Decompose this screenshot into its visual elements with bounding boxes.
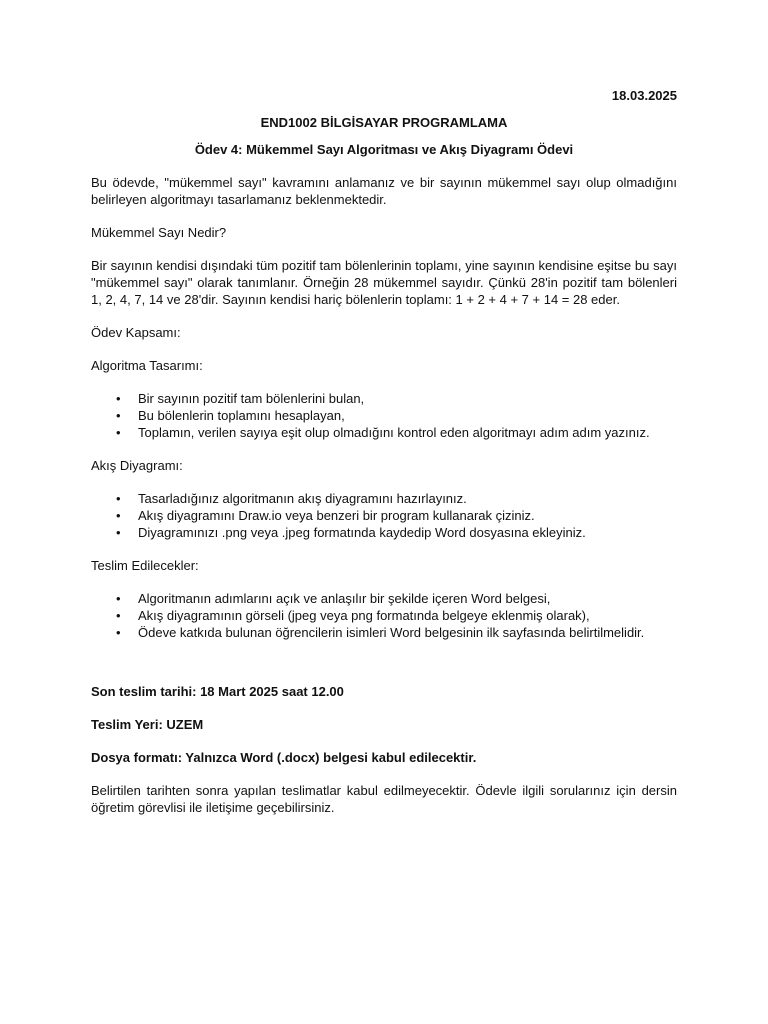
bullet-icon: • [116,625,121,640]
deadline-line: Son teslim tarihi: 18 Mart 2025 saat 12.00 [91,684,344,699]
definition-heading: Mükemmel Sayı Nedir? [91,225,227,240]
definition-paragraph: Bir sayının kendisi dışındaki tüm pozitif tam bölenlerinin toplamı, yine sayının kendisine eşitse bu sayı "mükemmel sayı" olarak tanımlanır. Örneğin 28 mükemmel sayıdır. Çünkü 28'in pozitif tam bölenleri 1, 2, 4, 7, 14 ve 28'dir. Sayının kendisi hariç bölenlerin toplamı: 1 + 2 + 4 + 7 + 14 = 28 eder. [91,258,677,307]
list-item-text: Tasarladığınız algoritmanın akış diyagramını hazırlayınız. [138,491,467,506]
submission-location: Teslim Yeri: UZEM [91,717,204,732]
spacer [91,657,677,683]
list-item [116,524,677,541]
course-title: END1002 BİLGİSAYAR PROGRAMLAMA [260,115,508,130]
list-item [116,424,677,441]
bullet-icon: • [116,391,121,406]
list-item-text: Akış diyagramını Draw.io veya benzeri bir program kullanarak çiziniz. [138,508,535,523]
bullet-icon: • [116,608,121,623]
bullet-icon: • [116,425,121,440]
list-item [116,590,677,607]
list-item-text: Bir sayının pozitif tam bölenlerini bulan, [138,391,365,406]
list-item [116,507,677,524]
list-item-text: Diyagramınızı .png veya .jpeg formatında kaydedip Word dosyasına ekleyiniz. [138,525,586,540]
document-date: 18.03.2025 [611,88,677,103]
list-item [116,407,677,424]
deliverables-heading: Teslim Edilecekler: [91,558,199,573]
list-item [116,607,677,624]
list-item [116,390,677,407]
list-item-text: Toplamın, verilen sayıya eşit olup olmadığını kontrol eden algoritmayı adım adım yazınız. [138,425,650,440]
list-item-text: Algoritmanın adımlarını açık ve anlaşılır bir şekilde içeren Word belgesi, [138,591,551,606]
bullet-icon: • [116,591,121,606]
list-item-text: Bu bölenlerin toplamını hesaplayan, [138,408,345,423]
file-format-line: Dosya formatı: Yalnızca Word (.docx) belgesi kabul edilecektir. [91,750,477,765]
assignment-title: Ödev 4: Mükemmel Sayı Algoritması ve Akış Diyagramı Ödevi [194,142,574,157]
flowchart-list [91,490,677,541]
intro-paragraph: Bu ödevde, "mükemmel sayı" kavramını anlamanız ve bir sayının mükemmel sayı olup olmadığını belirleyen algoritmayı tasarlamanız beklenmektedir. [91,175,677,207]
flowchart-heading: Akış Diyagramı: [91,458,183,473]
bullet-icon: • [116,408,121,423]
algorithm-list [91,390,677,441]
list-item-text: Ödeve katkıda bulunan öğrencilerin isimleri Word belgesinin ilk sayfasında belirtilmelidir. [138,625,645,640]
list-item-text: Akış diyagramının görseli (jpeg veya png formatında belgeye eklenmiş olarak), [138,608,590,623]
bullet-icon: • [116,491,121,506]
algorithm-heading: Algoritma Tasarımı: [91,358,203,373]
bullet-icon: • [116,525,121,540]
list-item [116,490,677,507]
list-item [116,624,677,641]
deliverables-list [91,590,677,641]
bullet-icon: • [116,508,121,523]
closing-paragraph: Belirtilen tarihten sonra yapılan teslimatlar kabul edilmeyecektir. Ödevle ilgili sorularınız için dersin öğretim görevlisi ile iletişime geçebilirsiniz. [91,783,677,815]
scope-heading: Ödev Kapsamı: [91,325,181,340]
